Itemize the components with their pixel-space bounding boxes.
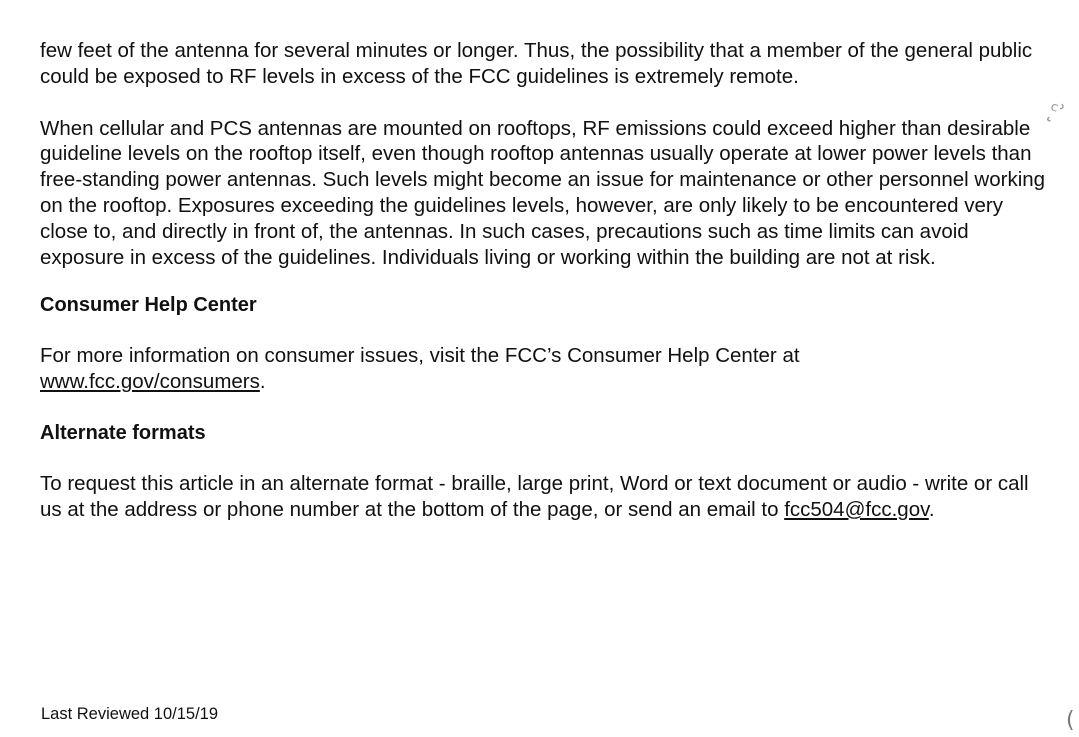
paragraph-consumer-help	[40, 343, 1050, 395]
scan-artifact-icon: ᶜ̨ʾ	[1045, 98, 1068, 127]
document-body	[40, 38, 1050, 523]
heading-alternate-formats: Alternate formats	[40, 421, 206, 444]
consumer-help-text: For more information on consumer issues, visit the FCC’s Consumer Help Center at	[40, 344, 800, 368]
alternate-formats-text: To request this article in an alternate format - braille, large print, Word or text document or audio - write or call us at the address or phone number at the bottom of the page, or send an email to	[40, 471, 1029, 521]
email-link[interactable]: fcc504@fcc.gov	[784, 497, 929, 521]
paragraph-antenna-exposure: few feet of the antenna for several minutes or longer. Thus, the possibility that a member of the general public could be exposed to RF levels in excess of the FCC guidelines is extremely remote.	[40, 39, 1033, 88]
last-reviewed-footer: Last Reviewed 10/15/19	[41, 705, 219, 723]
alternate-formats-period: .	[928, 497, 935, 521]
consumer-help-period: .	[259, 370, 266, 394]
paragraph-alternate-formats	[40, 471, 1050, 523]
consumer-help-link[interactable]: www.fcc.gov/consumers	[40, 370, 260, 394]
scan-artifact-edge-icon: (	[1066, 708, 1075, 733]
paragraph-rooftop-antennas: When cellular and PCS antennas are mounted on rooftops, RF emissions could exceed higher than desirable guideline levels on the rooftop itself, even though rooftop antennas usually operate at lower power levels than free-standing power antennas. Such levels might become an issue for maintenance or other personnel working on the rooftop. Exposures exceeding the guidelines levels, however, are only likely to be encountered very close to, and directly in front of, the antennas. In such cases, precautions such as time limits can avoid exposure in excess of the guidelines. Individuals living or working within the building are not at risk.	[40, 116, 1046, 269]
heading-consumer-help-center: Consumer Help Center	[40, 294, 257, 317]
